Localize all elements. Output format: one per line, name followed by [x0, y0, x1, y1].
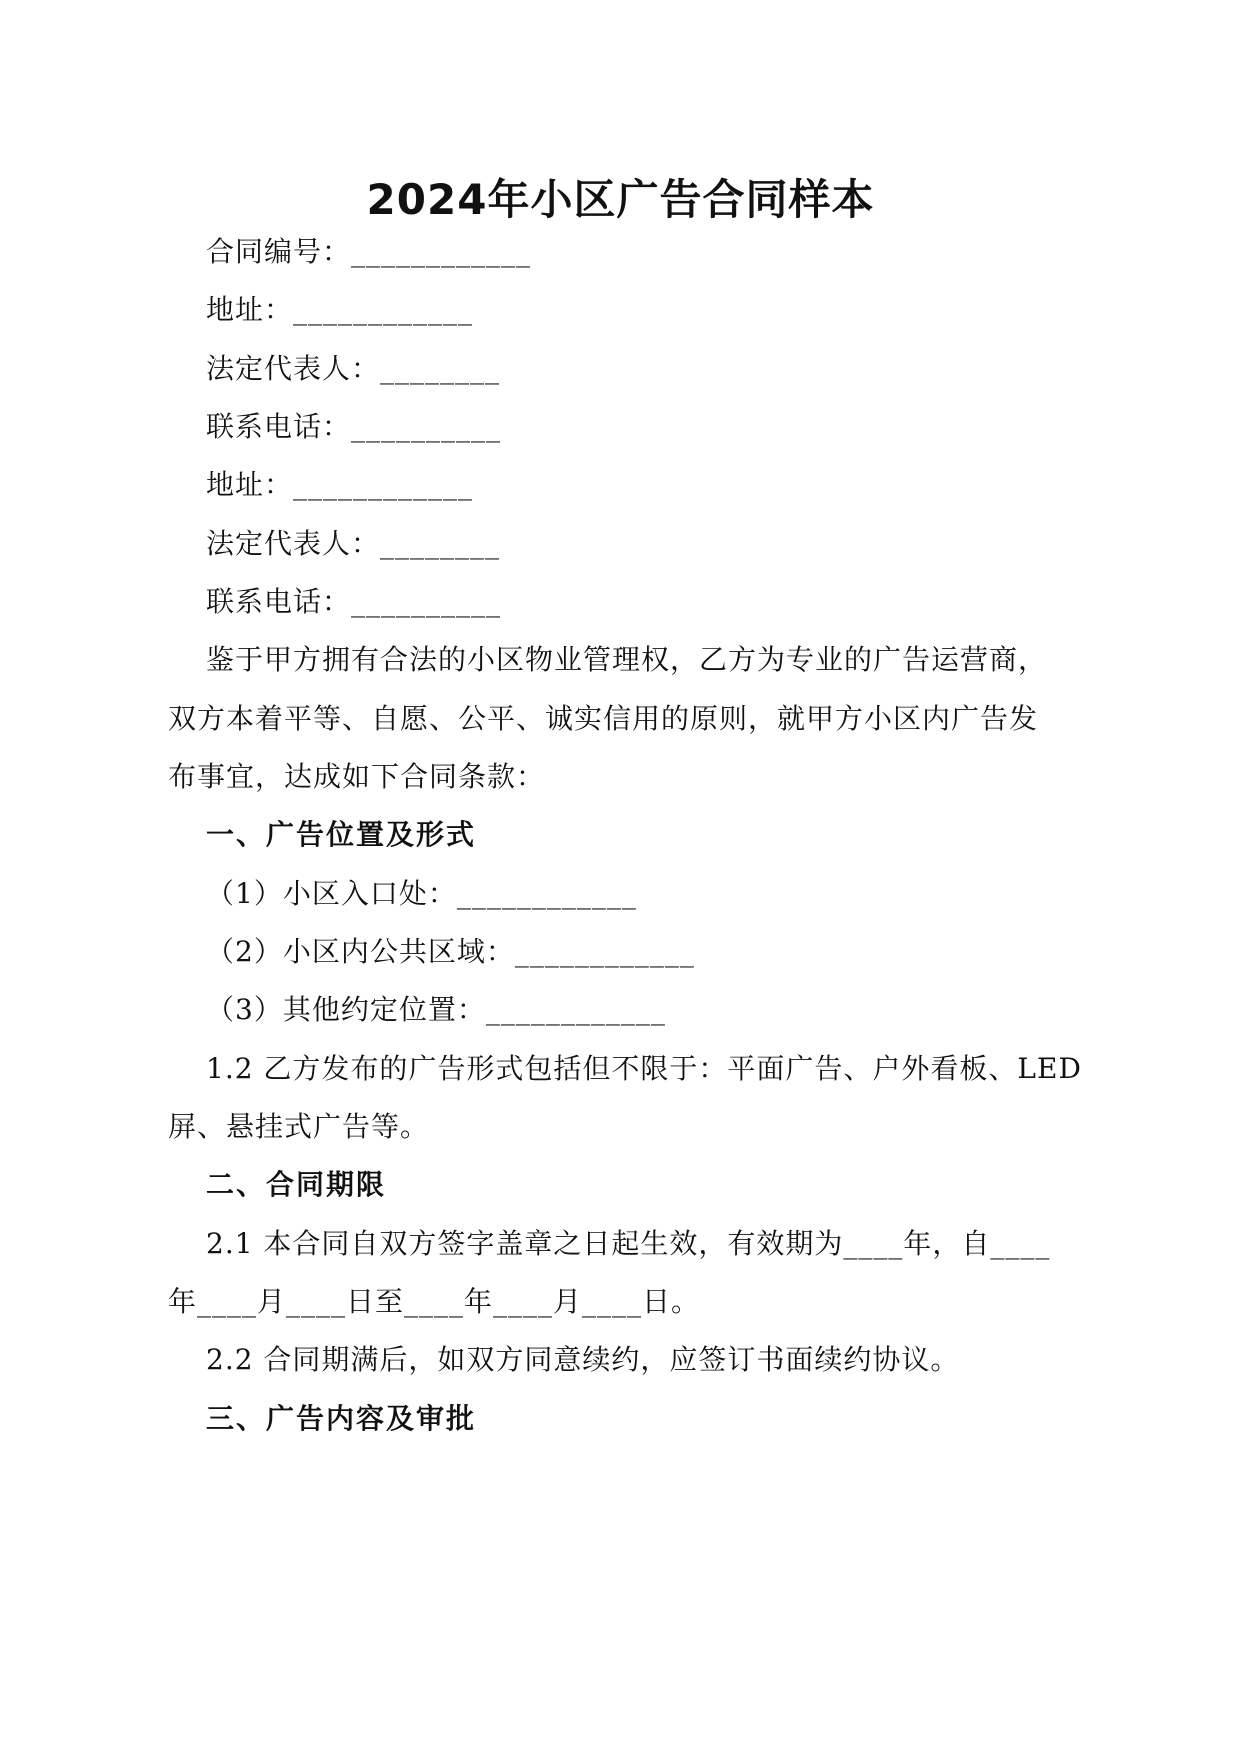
- preamble-line-2: 双方本着平等、自愿、公平、诚实信用的原则，就甲方小区内广告发: [168, 702, 1039, 735]
- field-legal-rep-b: 法定代表人：________: [206, 527, 501, 560]
- location-item-1: （1）小区入口处：____________: [206, 877, 637, 910]
- section-3-heading: 三、广告内容及审批: [206, 1402, 477, 1435]
- section-2-heading: 二、合同期限: [206, 1168, 387, 1201]
- clause-2-2: 2.2 合同期满后，如双方同意续约，应签订书面续约协议。: [206, 1343, 960, 1376]
- section-1-heading: 一、广告位置及形式: [206, 818, 477, 851]
- location-item-3: （3）其他约定位置：____________: [206, 993, 666, 1026]
- location-item-2: （2）小区内公共区域：____________: [206, 935, 695, 968]
- clause-1-2-line-1: 1.2 乙方发布的广告形式包括但不限于：平面广告、户外看板、LED: [206, 1052, 1082, 1085]
- field-address-b: 地址：____________: [206, 468, 474, 501]
- field-phone-b: 联系电话：__________: [206, 585, 502, 618]
- field-contract-number: 合同编号：____________: [206, 235, 532, 268]
- document-title: 2024年小区广告合同样本: [366, 175, 875, 224]
- preamble-line-3: 布事宜，达成如下合同条款：: [168, 760, 546, 793]
- field-phone-a: 联系电话：__________: [206, 410, 502, 443]
- clause-1-2-line-2: 屏、悬挂式广告等。: [168, 1110, 430, 1143]
- clause-2-1-line-2: 年____月____日至____年____月____日。: [168, 1285, 701, 1318]
- preamble-line-1: 鉴于甲方拥有合法的小区物业管理权，乙方为专业的广告运营商，: [206, 643, 1048, 676]
- field-legal-rep-a: 法定代表人：________: [206, 352, 501, 385]
- field-address-a: 地址：____________: [206, 293, 474, 326]
- clause-2-1-line-1: 2.1 本合同自双方签字盖章之日起生效，有效期为____年，自____: [206, 1227, 1051, 1260]
